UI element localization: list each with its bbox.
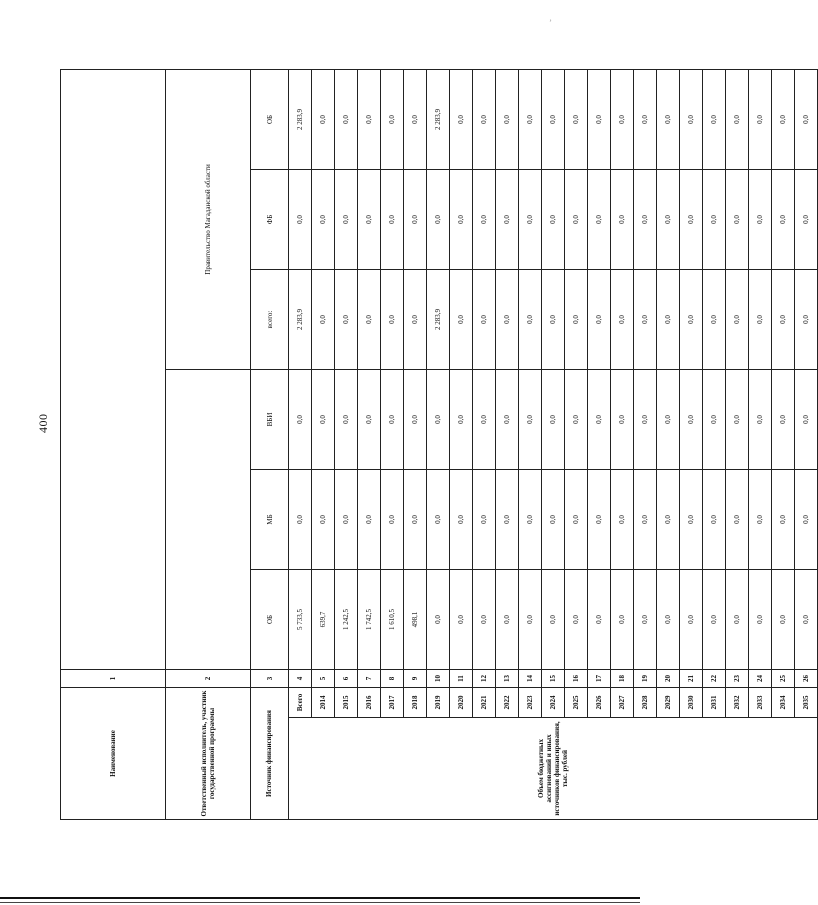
year-header-2029: 2029	[657, 688, 680, 718]
value-cell: 0,0	[542, 570, 565, 670]
value-cell: 0,0	[680, 470, 703, 570]
value-cell: 0,0	[634, 69, 657, 169]
total-cell: 5 733,5	[289, 570, 312, 670]
value-cell: 0,0	[680, 570, 703, 670]
value-cell: 0,0	[657, 69, 680, 169]
value-cell: 0,0	[335, 470, 358, 570]
year-header-2020: 2020	[450, 688, 473, 718]
value-cell: 0,0	[565, 470, 588, 570]
value-cell: 0,0	[611, 270, 634, 370]
value-cell: 0,0	[496, 570, 519, 670]
value-cell: 0,0	[749, 470, 772, 570]
value-cell: 0,0	[542, 170, 565, 270]
col-number-22: 22	[703, 670, 726, 688]
value-cell: 0,0	[634, 170, 657, 270]
col-number-9: 9	[404, 670, 427, 688]
value-cell: 0,0	[795, 270, 818, 370]
value-cell: 0,0	[772, 170, 795, 270]
value-cell: 0,0	[611, 69, 634, 169]
value-cell: 0,0	[519, 69, 542, 169]
value-cell: 0,0	[680, 270, 703, 370]
source-cell: ВБИ	[251, 370, 289, 470]
value-cell: 0,0	[795, 69, 818, 169]
year-header-2023: 2023	[519, 688, 542, 718]
value-cell: 0,0	[749, 69, 772, 169]
source-header: Источник финансирования	[251, 688, 289, 820]
value-cell: 0,0	[703, 570, 726, 670]
total-header: Всего	[289, 688, 312, 718]
total-cell: 2 283,9	[289, 270, 312, 370]
value-cell: 0,0	[749, 370, 772, 470]
year-header-2035: 2035	[795, 688, 818, 718]
page-number: 400	[36, 413, 50, 433]
value-cell: 0,0	[588, 170, 611, 270]
value-cell: 0,0	[749, 570, 772, 670]
value-cell: 0,0	[772, 370, 795, 470]
rotated-table-container	[60, 70, 810, 820]
value-cell: 0,0	[427, 470, 450, 570]
value-cell: 0,0	[657, 170, 680, 270]
value-cell: 0,0	[381, 170, 404, 270]
value-cell: 0,0	[358, 470, 381, 570]
value-cell: 0,0	[726, 370, 749, 470]
value-cell: 0,0	[772, 570, 795, 670]
value-cell: 0,0	[680, 370, 703, 470]
value-cell: 0,0	[519, 170, 542, 270]
col-number-2: 2	[166, 670, 251, 688]
value-cell: 0,0	[496, 270, 519, 370]
year-header-2028: 2028	[634, 688, 657, 718]
value-cell: 498,1	[404, 570, 427, 670]
col-number-8: 8	[381, 670, 404, 688]
source-cell: ФБ	[251, 170, 289, 270]
value-cell: 0,0	[358, 270, 381, 370]
bottom-rule	[0, 897, 640, 899]
value-cell: 0,0	[795, 570, 818, 670]
value-cell: 0,0	[335, 370, 358, 470]
value-cell: 0,0	[703, 69, 726, 169]
value-cell: 0,0	[588, 370, 611, 470]
year-header-2018: 2018	[404, 688, 427, 718]
value-cell: 0,0	[611, 170, 634, 270]
col-number-17: 17	[588, 670, 611, 688]
col-number-11: 11	[450, 670, 473, 688]
col-number-19: 19	[634, 670, 657, 688]
value-cell: 0,0	[496, 370, 519, 470]
value-cell: 0,0	[450, 69, 473, 169]
year-header-2019: 2019	[427, 688, 450, 718]
value-cell: 0,0	[565, 570, 588, 670]
value-cell: 0,0	[496, 170, 519, 270]
value-cell: 0,0	[703, 370, 726, 470]
value-cell: 0,0	[565, 270, 588, 370]
value-cell: 0,0	[634, 270, 657, 370]
value-cell: 0,0	[726, 170, 749, 270]
value-cell: 0,0	[542, 69, 565, 169]
year-header-2017: 2017	[381, 688, 404, 718]
col-number-6: 6	[335, 670, 358, 688]
col-number-12: 12	[473, 670, 496, 688]
value-cell: 0,0	[450, 170, 473, 270]
year-header-2022: 2022	[496, 688, 519, 718]
value-cell: 0,0	[772, 270, 795, 370]
col-number-3: 3	[251, 670, 289, 688]
col-number-10: 10	[427, 670, 450, 688]
value-cell: 0,0	[358, 370, 381, 470]
value-cell: 0,0	[657, 470, 680, 570]
value-cell: 0,0	[427, 370, 450, 470]
value-cell: 0,0	[795, 470, 818, 570]
value-cell: 0,0	[680, 69, 703, 169]
value-cell: 0,0	[473, 170, 496, 270]
value-cell: 0,0	[427, 170, 450, 270]
value-cell: 0,0	[749, 170, 772, 270]
col-number-26: 26	[795, 670, 818, 688]
value-cell: 0,0	[795, 170, 818, 270]
value-cell: 0,0	[726, 470, 749, 570]
bottom-rule-thin	[0, 902, 640, 903]
value-cell: 0,0	[404, 170, 427, 270]
year-header-2016: 2016	[358, 688, 381, 718]
year-header-2021: 2021	[473, 688, 496, 718]
name-header: Наименование	[61, 688, 166, 820]
value-cell: 0,0	[542, 270, 565, 370]
value-cell: 0,0	[795, 370, 818, 470]
year-header-2015: 2015	[335, 688, 358, 718]
value-cell: 0,0	[519, 270, 542, 370]
value-cell: 0,0	[588, 69, 611, 169]
value-cell: 0,0	[588, 270, 611, 370]
responsible-cell	[166, 370, 251, 670]
value-cell: 0,0	[473, 69, 496, 169]
source-cell: ОБ	[251, 570, 289, 670]
responsible-header: Ответственный исполнитель, участник государственной программы	[166, 688, 251, 820]
col-number-18: 18	[611, 670, 634, 688]
value-cell: 0,0	[381, 69, 404, 169]
value-cell: 0,0	[335, 69, 358, 169]
value-cell: 0,0	[657, 370, 680, 470]
year-header-2033: 2033	[749, 688, 772, 718]
col-number-20: 20	[657, 670, 680, 688]
value-cell: 0,0	[450, 470, 473, 570]
value-cell: 0,0	[542, 370, 565, 470]
value-cell: 0,0	[312, 270, 335, 370]
value-cell: 1 742,5	[358, 570, 381, 670]
year-header-2027: 2027	[611, 688, 634, 718]
value-cell: 0,0	[473, 270, 496, 370]
value-cell: 2 283,9	[427, 69, 450, 169]
year-header-2026: 2026	[588, 688, 611, 718]
value-cell: 0,0	[726, 270, 749, 370]
col-number-15: 15	[542, 670, 565, 688]
value-cell: 0,0	[335, 270, 358, 370]
source-cell: всего:	[251, 270, 289, 370]
value-cell: 2 283,9	[427, 270, 450, 370]
value-cell: 1 610,5	[381, 570, 404, 670]
year-header-2032: 2032	[726, 688, 749, 718]
value-cell: 0,0	[611, 570, 634, 670]
value-cell: 0,0	[473, 470, 496, 570]
value-cell: 0,0	[450, 570, 473, 670]
value-cell: 0,0	[634, 370, 657, 470]
value-cell: 0,0	[772, 470, 795, 570]
year-header-2031: 2031	[703, 688, 726, 718]
value-cell: 0,0	[404, 69, 427, 169]
value-cell: 0,0	[404, 470, 427, 570]
col-number-23: 23	[726, 670, 749, 688]
total-cell: 2 283,9	[289, 69, 312, 169]
value-cell: 0,0	[588, 570, 611, 670]
value-cell: 0,0	[381, 270, 404, 370]
value-cell: 0,0	[312, 170, 335, 270]
col-number-25: 25	[772, 670, 795, 688]
col-number-1: 1	[61, 670, 166, 688]
value-cell: 0,0	[565, 370, 588, 470]
value-cell: 0,0	[427, 570, 450, 670]
value-cell: 0,0	[703, 470, 726, 570]
value-cell: 0,0	[404, 270, 427, 370]
value-cell: 0,0	[749, 270, 772, 370]
value-cell: 0,0	[519, 570, 542, 670]
value-cell: 0,0	[358, 170, 381, 270]
year-header-2030: 2030	[680, 688, 703, 718]
col-number-24: 24	[749, 670, 772, 688]
responsible-cell: Правительство Магаданской области	[166, 69, 251, 369]
value-cell: 0,0	[473, 570, 496, 670]
value-cell: 639,7	[312, 570, 335, 670]
value-cell: 0,0	[634, 470, 657, 570]
value-cell: 0,0	[703, 170, 726, 270]
scan-mark: ’	[549, 18, 552, 28]
value-cell: 0,0	[450, 370, 473, 470]
year-header-2025: 2025	[565, 688, 588, 718]
value-cell: 0,0	[496, 470, 519, 570]
value-cell: 0,0	[657, 270, 680, 370]
value-cell: 0,0	[358, 69, 381, 169]
year-header-2024: 2024	[542, 688, 565, 718]
value-cell: 0,0	[312, 69, 335, 169]
year-header-2034: 2034	[772, 688, 795, 718]
value-cell: 0,0	[381, 370, 404, 470]
col-number-13: 13	[496, 670, 519, 688]
col-number-14: 14	[519, 670, 542, 688]
financing-table	[60, 69, 818, 820]
value-cell: 0,0	[611, 370, 634, 470]
value-cell: 0,0	[680, 170, 703, 270]
col-number-4: 4	[289, 670, 312, 688]
col-number-21: 21	[680, 670, 703, 688]
value-cell: 1 242,5	[335, 570, 358, 670]
total-cell: 0,0	[289, 170, 312, 270]
value-cell: 0,0	[519, 370, 542, 470]
value-cell: 0,0	[588, 470, 611, 570]
value-cell: 0,0	[565, 170, 588, 270]
name-cell	[61, 69, 166, 669]
value-cell: 0,0	[703, 270, 726, 370]
value-cell: 0,0	[312, 470, 335, 570]
value-cell: 0,0	[519, 470, 542, 570]
value-cell: 0,0	[450, 270, 473, 370]
volume-header: Объем бюджетных ассигнований и иных источников финансирования, тыс. рублей	[289, 718, 818, 820]
value-cell: 0,0	[496, 69, 519, 169]
source-cell: МБ	[251, 470, 289, 570]
value-cell: 0,0	[542, 470, 565, 570]
value-cell: 0,0	[726, 69, 749, 169]
value-cell: 0,0	[565, 69, 588, 169]
value-cell: 0,0	[657, 570, 680, 670]
value-cell: 0,0	[381, 470, 404, 570]
year-header-2014: 2014	[312, 688, 335, 718]
total-cell: 0,0	[289, 470, 312, 570]
col-number-5: 5	[312, 670, 335, 688]
source-cell: ОБ	[251, 69, 289, 169]
col-number-16: 16	[565, 670, 588, 688]
value-cell: 0,0	[473, 370, 496, 470]
col-number-7: 7	[358, 670, 381, 688]
value-cell: 0,0	[312, 370, 335, 470]
total-cell: 0,0	[289, 370, 312, 470]
value-cell: 0,0	[634, 570, 657, 670]
value-cell: 0,0	[335, 170, 358, 270]
value-cell: 0,0	[611, 470, 634, 570]
value-cell: 0,0	[726, 570, 749, 670]
value-cell: 0,0	[404, 370, 427, 470]
value-cell: 0,0	[772, 69, 795, 169]
